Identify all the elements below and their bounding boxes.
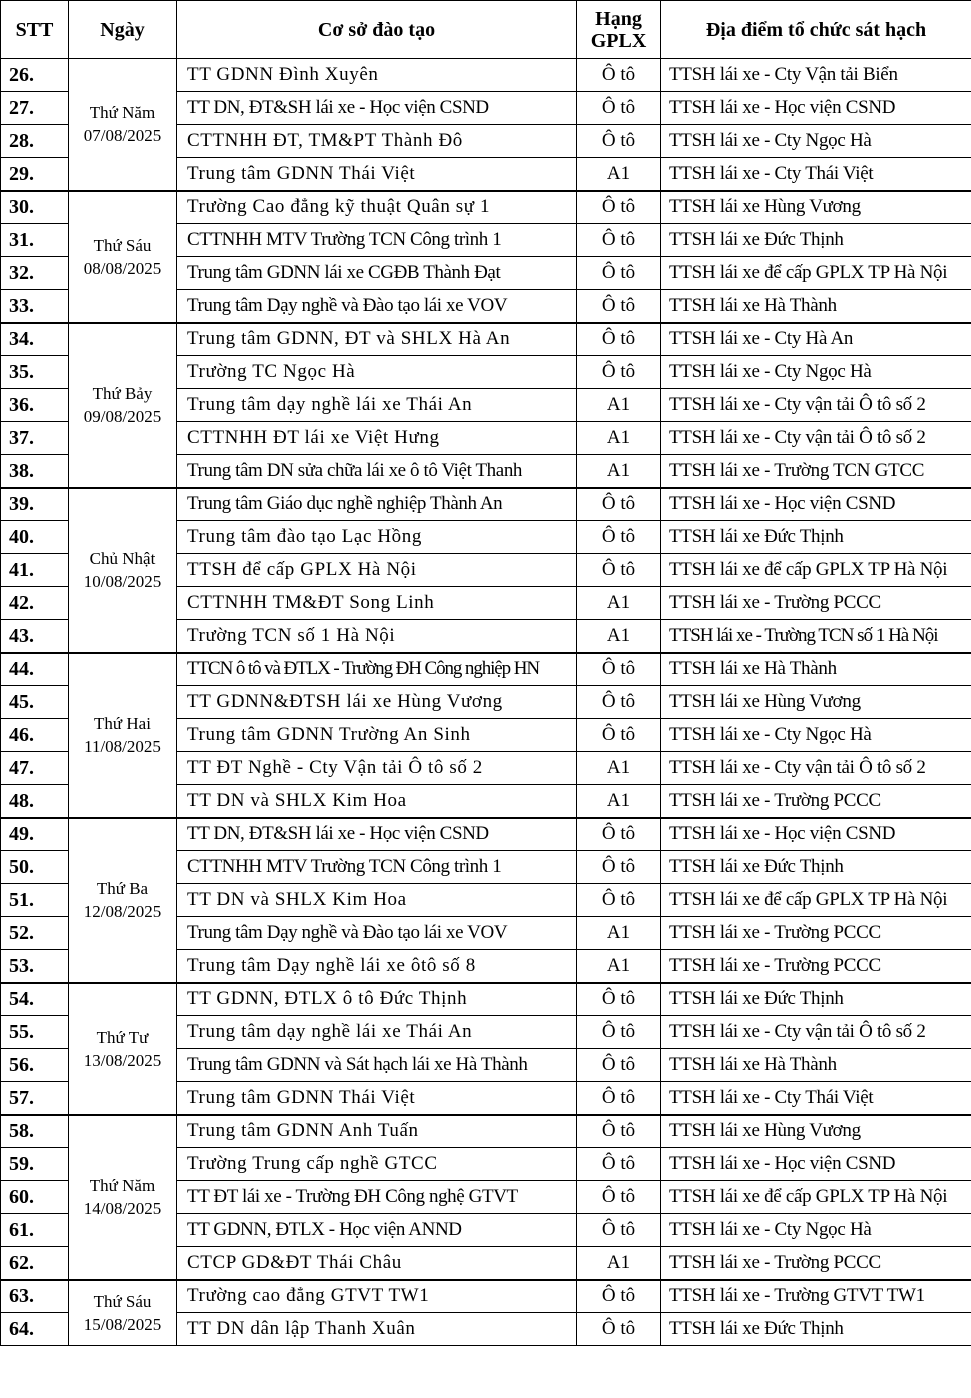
row-stt: 61.	[1, 1214, 69, 1247]
license-class: A1	[577, 455, 661, 488]
training-school: Trung tâm đào tạo Lạc Hồng	[177, 521, 577, 554]
training-school: TT ĐT lái xe - Trường ĐH Công nghệ GTVT	[177, 1181, 577, 1214]
row-stt: 51.	[1, 884, 69, 917]
exam-location: TTSH lái xe - Cty Ngọc Hà	[661, 125, 971, 158]
row-stt: 27.	[1, 92, 69, 125]
exam-location: TTSH lái xe Hà Thành	[661, 653, 971, 686]
exam-date: 11/08/2025	[84, 737, 161, 756]
table-body	[1, 59, 971, 1346]
exam-date-cell	[69, 653, 177, 818]
training-school: Trung tâm GDNN Thái Việt	[177, 158, 577, 191]
row-stt: 50.	[1, 851, 69, 884]
row-stt: 44.	[1, 653, 69, 686]
exam-location: TTSH lái xe - Cty vận tải Ô tô số 2	[661, 752, 971, 785]
exam-location: TTSH lái xe - Trường PCCC	[661, 785, 971, 818]
license-class: Ô tô	[577, 1148, 661, 1181]
license-class: Ô tô	[577, 818, 661, 851]
table-header-row	[1, 1, 971, 59]
license-class: Ô tô	[577, 851, 661, 884]
exam-date-cell	[69, 818, 177, 983]
row-stt: 39.	[1, 488, 69, 521]
row-stt: 64.	[1, 1313, 69, 1346]
license-class: Ô tô	[577, 125, 661, 158]
license-class: A1	[577, 785, 661, 818]
row-stt: 47.	[1, 752, 69, 785]
training-school: Trung tâm Giáo dục nghề nghiệp Thành An	[177, 488, 577, 521]
table-row	[1, 1115, 971, 1148]
row-stt: 28.	[1, 125, 69, 158]
exam-location: TTSH lái xe Đức Thịnh	[661, 224, 971, 257]
row-stt: 55.	[1, 1016, 69, 1049]
table-row	[1, 323, 971, 356]
header-exam-location: Địa điểm tổ chức sát hạch	[661, 1, 971, 59]
license-class: Ô tô	[577, 323, 661, 356]
row-stt: 52.	[1, 917, 69, 950]
exam-location: TTSH lái xe - Học viện CSND	[661, 488, 971, 521]
license-class: Ô tô	[577, 554, 661, 587]
row-stt: 36.	[1, 389, 69, 422]
license-class: Ô tô	[577, 290, 661, 323]
exam-weekday: Thứ Sáu	[93, 1291, 152, 1311]
training-school: Trung tâm GDNN Trường An Sinh	[177, 719, 577, 752]
exam-location: TTSH lái xe - Cty Ngọc Hà	[661, 1214, 971, 1247]
license-class: Ô tô	[577, 1214, 661, 1247]
license-class: Ô tô	[577, 1082, 661, 1115]
exam-date: 14/08/2025	[83, 1199, 162, 1218]
license-class: Ô tô	[577, 92, 661, 125]
row-stt: 34.	[1, 323, 69, 356]
training-school: Trường cao đẳng GTVT TW1	[177, 1280, 577, 1313]
exam-weekday: Thứ Ba	[96, 879, 149, 898]
training-school: Trường Cao đẳng kỹ thuật Quân sự 1	[177, 191, 577, 224]
training-school: TT GDNN Đình Xuyên	[177, 59, 577, 92]
table-row	[1, 983, 971, 1016]
row-stt: 29.	[1, 158, 69, 191]
header-license-class-line1: Hạng	[595, 7, 642, 30]
row-stt: 31.	[1, 224, 69, 257]
exam-location: TTSH lái xe - Cty vận tải Ô tô số 2	[661, 422, 971, 455]
training-school: CTCP GD&ĐT Thái Châu	[177, 1247, 577, 1280]
exam-location: TTSH lái xe để cấp GPLX TP Hà Nội	[661, 257, 971, 290]
license-class: Ô tô	[577, 1313, 661, 1346]
training-school: Trung tâm GDNN lái xe CGĐB Thành Đạt	[177, 257, 577, 290]
license-class: A1	[577, 1247, 661, 1280]
exam-location: TTSH lái xe Hùng Vương	[661, 191, 971, 224]
exam-location: TTSH lái xe - Học viện CSND	[661, 1148, 971, 1181]
exam-location: TTSH lái xe - Học viện CSND	[661, 92, 971, 125]
training-school: Trung tâm GDNN, ĐT và SHLX Hà An	[177, 323, 577, 356]
training-school: TT DN và SHLX Kim Hoa	[177, 884, 577, 917]
header-license-class	[577, 1, 661, 59]
exam-location: TTSH lái xe để cấp GPLX TP Hà Nội	[661, 554, 971, 587]
exam-date: 08/08/2025	[83, 258, 162, 278]
exam-weekday: Thứ Năm	[89, 1176, 156, 1195]
license-class: A1	[577, 587, 661, 620]
row-stt: 43.	[1, 620, 69, 653]
exam-location: TTSH lái xe - Trường GTVT TW1	[661, 1280, 971, 1313]
exam-location: TTSH lái xe - Cty Hà An	[661, 323, 971, 356]
training-school: CTTNHH ĐT lái xe Việt Hưng	[177, 422, 577, 455]
row-stt: 56.	[1, 1049, 69, 1082]
exam-location: TTSH lái xe Đức Thịnh	[661, 521, 971, 554]
exam-location: TTSH lái xe - Trường PCCC	[661, 950, 971, 983]
row-stt: 59.	[1, 1148, 69, 1181]
exam-location: TTSH lái xe Hà Thành	[661, 1049, 971, 1082]
training-school: Trường Trung cấp nghề GTCC	[177, 1148, 577, 1181]
training-school: TT DN dân lập Thanh Xuân	[177, 1313, 577, 1346]
row-stt: 63.	[1, 1280, 69, 1313]
license-class: A1	[577, 917, 661, 950]
training-school: Trung tâm GDNN Anh Tuấn	[177, 1115, 577, 1148]
exam-date: 07/08/2025	[83, 126, 162, 146]
row-stt: 37.	[1, 422, 69, 455]
license-class: Ô tô	[577, 884, 661, 917]
row-stt: 54.	[1, 983, 69, 1016]
row-stt: 58.	[1, 1115, 69, 1148]
exam-location: TTSH lái xe Hùng Vương	[661, 686, 971, 719]
training-school: TTSH để cấp GPLX Hà Nội	[177, 554, 577, 587]
license-class: Ô tô	[577, 521, 661, 554]
license-class: A1	[577, 752, 661, 785]
training-school: TTCN ô tô và ĐTLX - Trường ĐH Công nghiệp HN	[177, 653, 577, 686]
exam-weekday: Thứ Hai	[94, 714, 151, 733]
row-stt: 46.	[1, 719, 69, 752]
table-row	[1, 59, 971, 92]
training-school: TT GDNN, ĐTLX ô tô Đức Thịnh	[177, 983, 577, 1016]
row-stt: 26.	[1, 59, 69, 92]
training-school: Trung tâm DN sửa chữa lái xe ô tô Việt Thanh	[177, 455, 577, 488]
training-school: Trung tâm GDNN Thái Việt	[177, 1082, 577, 1115]
row-stt: 57.	[1, 1082, 69, 1115]
training-school: Trường TC Ngọc Hà	[177, 356, 577, 389]
training-school: TT DN, ĐT&SH lái xe - Học viện CSND	[177, 92, 577, 125]
exam-location: TTSH lái xe Hà Thành	[661, 290, 971, 323]
exam-date-cell	[69, 59, 177, 191]
exam-location: TTSH lái xe - Trường PCCC	[661, 917, 971, 950]
exam-location: TTSH lái xe - Trường TCN GTCC	[661, 455, 971, 488]
exam-location: TTSH lái xe - Trường TCN số 1 Hà Nội	[661, 620, 971, 653]
exam-location: TTSH lái xe - Trường PCCC	[661, 587, 971, 620]
training-school: TT DN và SHLX Kim Hoa	[177, 785, 577, 818]
exam-location: TTSH lái xe - Trường PCCC	[661, 1247, 971, 1280]
table-row	[1, 653, 971, 686]
exam-location: TTSH lái xe Đức Thịnh	[661, 851, 971, 884]
license-class: Ô tô	[577, 1115, 661, 1148]
exam-date: 12/08/2025	[83, 902, 162, 921]
training-school: Trung tâm GDNN và Sát hạch lái xe Hà Thành	[177, 1049, 577, 1082]
license-class: Ô tô	[577, 488, 661, 521]
exam-weekday: Thứ Năm	[89, 103, 156, 123]
training-school: Trung tâm dạy nghề lái xe Thái An	[177, 389, 577, 422]
exam-location: TTSH lái xe Đức Thịnh	[661, 1313, 971, 1346]
exam-weekday: Chủ Nhật	[89, 549, 156, 568]
license-class: A1	[577, 950, 661, 983]
header-license-class-line2: GPLX	[590, 29, 647, 52]
row-stt: 42.	[1, 587, 69, 620]
license-class: Ô tô	[577, 356, 661, 389]
training-school: CTTNHH MTV Trường TCN Công trình 1	[177, 224, 577, 257]
license-class: Ô tô	[577, 686, 661, 719]
exam-date-cell	[69, 191, 177, 323]
exam-date: 13/08/2025	[83, 1050, 162, 1070]
license-class: A1	[577, 620, 661, 653]
exam-location: TTSH lái xe - Cty vận tải Ô tô số 2	[661, 389, 971, 422]
exam-date: 10/08/2025	[83, 572, 162, 591]
exam-location: TTSH lái xe - Cty Thái Việt	[661, 158, 971, 191]
table-row	[1, 818, 971, 851]
row-stt: 40.	[1, 521, 69, 554]
license-class: Ô tô	[577, 1016, 661, 1049]
row-stt: 62.	[1, 1247, 69, 1280]
license-class: A1	[577, 422, 661, 455]
exam-location: TTSH lái xe Đức Thịnh	[661, 983, 971, 1016]
training-school: TT GDNN, ĐTLX - Học viện ANND	[177, 1214, 577, 1247]
training-school: TT GDNN&ĐTSH lái xe Hùng Vương	[177, 686, 577, 719]
header-school: Cơ sở đào tạo	[177, 1, 577, 59]
license-class: A1	[577, 158, 661, 191]
exam-date: 15/08/2025	[83, 1314, 162, 1334]
license-class: Ô tô	[577, 1280, 661, 1313]
training-school: Trường TCN số 1 Hà Nội	[177, 620, 577, 653]
license-class: Ô tô	[577, 257, 661, 290]
exam-location: TTSH lái xe - Cty Ngọc Hà	[661, 719, 971, 752]
exam-location: TTSH lái xe - Học viện CSND	[661, 818, 971, 851]
training-school: Trung tâm dạy nghề lái xe Thái An	[177, 1016, 577, 1049]
training-school: CTTNHH MTV Trường TCN Công trình 1	[177, 851, 577, 884]
exam-weekday: Thứ Tư	[96, 1027, 149, 1047]
row-stt: 49.	[1, 818, 69, 851]
exam-location: TTSH lái xe - Cty Thái Việt	[661, 1082, 971, 1115]
row-stt: 60.	[1, 1181, 69, 1214]
header-stt: STT	[1, 1, 69, 59]
row-stt: 32.	[1, 257, 69, 290]
exam-date-cell	[69, 1280, 177, 1346]
row-stt: 35.	[1, 356, 69, 389]
license-class: Ô tô	[577, 1181, 661, 1214]
training-school: Trung tâm Dạy nghề và Đào tạo lái xe VOV	[177, 290, 577, 323]
license-class: Ô tô	[577, 224, 661, 257]
row-stt: 33.	[1, 290, 69, 323]
header-date: Ngày	[69, 1, 177, 59]
row-stt: 30.	[1, 191, 69, 224]
license-class: Ô tô	[577, 983, 661, 1016]
training-school: Trung tâm Dạy nghề và Đào tạo lái xe VOV	[177, 917, 577, 950]
row-stt: 48.	[1, 785, 69, 818]
table-row	[1, 1280, 971, 1313]
table-row	[1, 488, 971, 521]
license-class: Ô tô	[577, 59, 661, 92]
exam-weekday: Thứ Sáu	[93, 235, 152, 255]
exam-weekday: Thứ Bảy	[92, 384, 153, 403]
exam-date: 09/08/2025	[83, 407, 162, 426]
row-stt: 41.	[1, 554, 69, 587]
exam-date-cell	[69, 1115, 177, 1280]
exam-location: TTSH lái xe - Cty Ngọc Hà	[661, 356, 971, 389]
row-stt: 53.	[1, 950, 69, 983]
training-school: CTTNHH ĐT, TM&PT Thành Đô	[177, 125, 577, 158]
row-stt: 38.	[1, 455, 69, 488]
table-row	[1, 191, 971, 224]
license-class: Ô tô	[577, 191, 661, 224]
license-class: A1	[577, 389, 661, 422]
exam-location: TTSH lái xe - Cty vận tải Ô tô số 2	[661, 1016, 971, 1049]
training-school: Trung tâm Dạy nghề lái xe ôtô số 8	[177, 950, 577, 983]
training-school: CTTNHH TM&ĐT Song Linh	[177, 587, 577, 620]
exam-location: TTSH lái xe Hùng Vương	[661, 1115, 971, 1148]
license-class: Ô tô	[577, 719, 661, 752]
exam-location: TTSH lái xe để cấp GPLX TP Hà Nội	[661, 884, 971, 917]
exam-date-cell	[69, 983, 177, 1115]
training-school: TT DN, ĐT&SH lái xe - Học viện CSND	[177, 818, 577, 851]
license-class: Ô tô	[577, 1049, 661, 1082]
row-stt: 45.	[1, 686, 69, 719]
exam-date-cell	[69, 323, 177, 488]
license-class: Ô tô	[577, 653, 661, 686]
training-school: TT ĐT Nghề - Cty Vận tải Ô tô số 2	[177, 752, 577, 785]
exam-date-cell	[69, 488, 177, 653]
exam-location: TTSH lái xe - Cty Vận tải Biển	[661, 59, 971, 92]
exam-location: TTSH lái xe để cấp GPLX TP Hà Nội	[661, 1181, 971, 1214]
